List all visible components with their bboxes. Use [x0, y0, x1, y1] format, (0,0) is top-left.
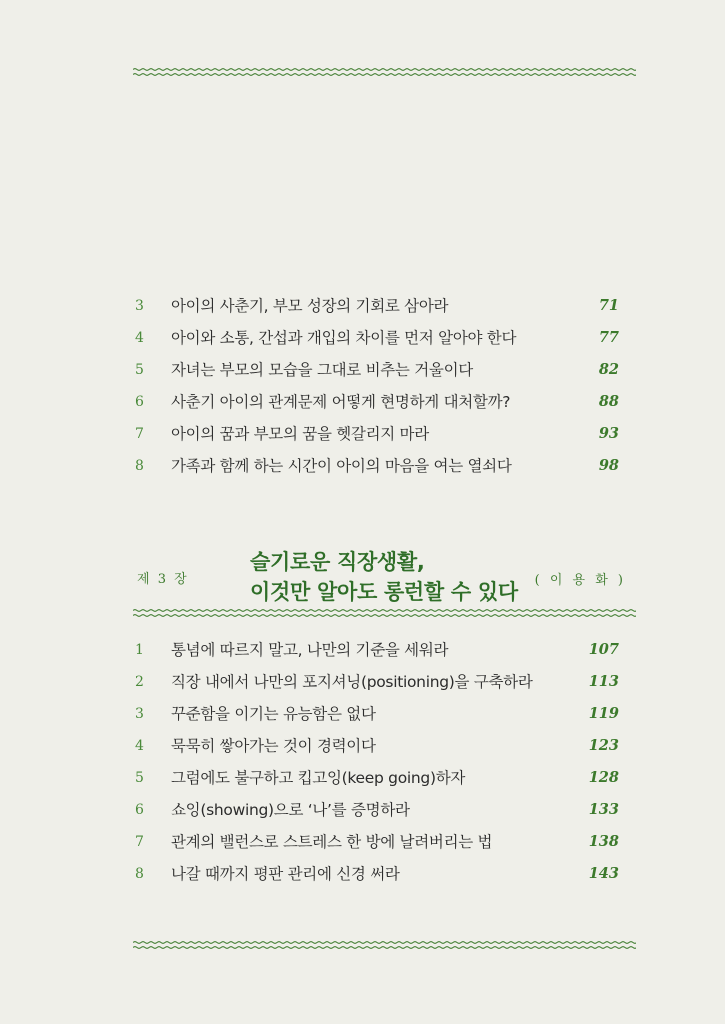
toc-entry-page: 133 — [588, 801, 619, 818]
toc-entry[interactable] — [135, 666, 625, 698]
toc-entry-number: 3 — [135, 298, 144, 314]
chapter-title-line-1: 슬기로운 직장생활, — [250, 550, 425, 574]
toc-entry-title: 묵묵히 쌓아가는 것이 경력이다 — [171, 737, 376, 755]
toc-entry[interactable] — [135, 418, 625, 450]
toc-entry-page: 93 — [598, 425, 619, 442]
wave-line-2 — [133, 615, 636, 617]
toc-entry-title: 통념에 따르지 말고, 나만의 기준을 세워라 — [171, 641, 449, 659]
toc-entry-number: 4 — [135, 330, 144, 346]
toc-entry[interactable] — [135, 386, 625, 418]
toc-entry-page: 88 — [598, 393, 619, 410]
toc-entry-number: 1 — [135, 642, 144, 658]
toc-entry[interactable] — [135, 730, 625, 762]
toc-entry-number: 7 — [135, 834, 144, 850]
toc-entry-number: 6 — [135, 394, 144, 410]
toc-entry-page: 82 — [598, 361, 619, 378]
toc-entry-page: 143 — [588, 865, 619, 882]
toc-entry-title: 나갈 때까지 평판 관리에 신경 써라 — [171, 865, 400, 883]
toc-entry-page: 128 — [588, 769, 619, 786]
wave-line-1 — [133, 69, 636, 71]
wave-line-2 — [133, 74, 636, 76]
toc-entry-title: 그럼에도 불구하고 킵고잉(keep going)하자 — [171, 769, 466, 787]
toc-entry-title: 아이와 소통, 간섭과 개입의 차이를 먼저 알아야 한다 — [171, 329, 517, 347]
chapter-title-line-2: 이것만 알아도 롱런할 수 있다 — [250, 580, 518, 604]
toc-entry-number: 8 — [135, 866, 144, 882]
toc-entry-page: 123 — [588, 737, 619, 754]
toc-entry[interactable] — [135, 290, 625, 322]
toc-entry[interactable] — [135, 354, 625, 386]
toc-chapter3-list — [135, 634, 625, 890]
chapter-3-header — [135, 536, 630, 606]
wave-line-1 — [133, 610, 636, 612]
toc-entry-page: 77 — [598, 329, 619, 346]
toc-entry-title: 관계의 밸런스로 스트레스 한 방에 날려버리는 법 — [171, 833, 493, 851]
toc-entry[interactable] — [135, 858, 625, 890]
toc-entry-number: 5 — [135, 362, 144, 378]
top-wave-divider — [133, 66, 636, 78]
toc-entry[interactable] — [135, 450, 625, 482]
toc-entry-number: 5 — [135, 770, 144, 786]
toc-entry-title: 아이의 꿈과 부모의 꿈을 헷갈리지 마라 — [171, 425, 429, 443]
toc-entry[interactable] — [135, 762, 625, 794]
toc-entry-page: 119 — [588, 705, 619, 722]
toc-entry[interactable] — [135, 826, 625, 858]
toc-entry-number: 2 — [135, 674, 144, 690]
toc-entry[interactable] — [135, 322, 625, 354]
toc-entry-title: 사춘기 아이의 관계문제 어떻게 현명하게 대처할까? — [171, 393, 511, 411]
toc-entry-title: 자녀는 부모의 모습을 그대로 비추는 거울이다 — [171, 361, 473, 379]
chapter-number-label: 제 3 장 — [137, 572, 189, 587]
toc-entry-title: 직장 내에서 나만의 포지셔닝(positioning)을 구축하라 — [171, 673, 533, 691]
chapter-wave-divider — [133, 607, 636, 619]
toc-entry-number: 8 — [135, 458, 144, 474]
toc-entry-title: 꾸준함을 이기는 유능함은 없다 — [171, 705, 376, 723]
toc-entry[interactable] — [135, 794, 625, 826]
toc-entry-title: 가족과 함께 하는 시간이 아이의 마음을 여는 열쇠다 — [171, 457, 512, 475]
toc-entry-title: 아이의 사춘기, 부모 성장의 기회로 삼아라 — [171, 297, 449, 315]
toc-entry[interactable] — [135, 698, 625, 730]
toc-entry-number: 6 — [135, 802, 144, 818]
chapter-author: ( 이 용 화 ) — [534, 573, 626, 588]
bottom-wave-divider — [133, 939, 636, 951]
toc-entry-page: 98 — [598, 457, 619, 474]
toc-entry-page: 107 — [588, 641, 619, 658]
toc-entry-page: 138 — [588, 833, 619, 850]
toc-entry[interactable] — [135, 634, 625, 666]
toc-entry-page: 71 — [598, 297, 619, 314]
wave-line-1 — [133, 942, 636, 944]
toc-entry-number: 4 — [135, 738, 144, 754]
toc-entry-number: 7 — [135, 426, 144, 442]
wave-line-2 — [133, 947, 636, 949]
toc-entry-title: 쇼잉(showing)으로 ‘나’를 증명하라 — [171, 801, 410, 819]
toc-part2-list — [135, 290, 625, 482]
toc-entry-page: 113 — [588, 673, 619, 690]
toc-entry-number: 3 — [135, 706, 144, 722]
